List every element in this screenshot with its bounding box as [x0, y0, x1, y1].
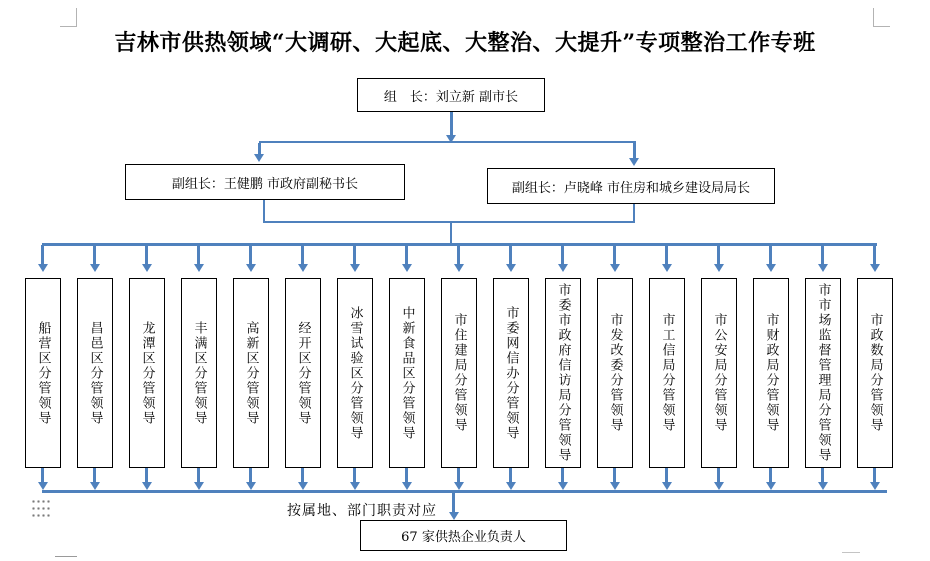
arrowhead-down-icon — [558, 482, 568, 490]
arrowhead-down-icon — [558, 264, 568, 272]
arrowhead-down-icon — [766, 482, 776, 490]
org-node-department: 丰满区分管领导 — [181, 278, 217, 468]
arrowhead-down-icon — [662, 482, 672, 490]
branch-stem — [873, 468, 876, 482]
org-node-department: 市市场监督管理局分管领导 — [805, 278, 841, 468]
branch-stem — [353, 468, 356, 482]
arrowhead-down-icon — [298, 264, 308, 272]
branch-stem — [821, 245, 824, 264]
connector-line — [633, 143, 636, 158]
org-node-department: 中新食品区分管领导 — [389, 278, 425, 468]
branch-stem — [197, 468, 200, 482]
connector-line — [263, 221, 635, 223]
arrowhead-down-icon — [506, 264, 516, 272]
org-node-department: 市工信局分管领导 — [649, 278, 685, 468]
org-node-department: 昌邑区分管领导 — [77, 278, 113, 468]
branch-stem — [613, 245, 616, 264]
arrowhead-down-icon — [298, 482, 308, 490]
branch-stem — [353, 245, 356, 264]
arrowhead-down-icon — [766, 264, 776, 272]
margin-mark-top-right — [873, 8, 874, 27]
connector-line — [450, 112, 453, 135]
branch-stem — [665, 468, 668, 482]
object-anchor-dots — [30, 497, 51, 517]
org-node-department: 高新区分管领导 — [233, 278, 269, 468]
org-node-department: 冰雪试验区分管领导 — [337, 278, 373, 468]
arrowhead-down-icon — [142, 482, 152, 490]
branch-stem — [301, 245, 304, 264]
branch-stem — [41, 468, 44, 482]
margin-mark-top-left — [76, 8, 77, 27]
arrowhead-down-icon — [506, 482, 516, 490]
arrowhead-down-icon — [610, 482, 620, 490]
arrowhead-down-icon — [818, 264, 828, 272]
org-node-department: 市发改委分管领导 — [597, 278, 633, 468]
org-node-department: 市政数局分管领导 — [857, 278, 893, 468]
org-node-enterprises: 67 家供热企业负责人 — [360, 520, 567, 551]
arrowhead-down-icon — [870, 264, 880, 272]
branch-stem — [457, 245, 460, 264]
arrowhead-down-icon — [38, 264, 48, 272]
arrowhead-down-icon — [90, 482, 100, 490]
org-node-department: 市公安局分管领导 — [701, 278, 737, 468]
branch-stem — [405, 245, 408, 264]
arrowhead-down-icon — [714, 482, 724, 490]
org-node-department: 船营区分管领导 — [25, 278, 61, 468]
branch-stem — [405, 468, 408, 482]
branch-stem — [145, 245, 148, 264]
branch-stem — [197, 245, 200, 264]
arrowhead-down-icon — [350, 482, 360, 490]
arrowhead-down-icon — [454, 482, 464, 490]
connector-line — [452, 493, 455, 512]
arrowhead-down-icon — [449, 512, 459, 520]
page-artifact — [842, 552, 860, 553]
connector-line — [263, 200, 265, 223]
branch-stem — [769, 468, 772, 482]
org-node-deputy-right: 副组长：卢晓峰 市住房和城乡建设局局长 — [487, 168, 775, 204]
branch-stem — [821, 468, 824, 482]
arrowhead-down-icon — [402, 482, 412, 490]
arrowhead-down-icon — [818, 482, 828, 490]
branch-stem — [249, 468, 252, 482]
arrowhead-down-icon — [194, 482, 204, 490]
branch-stem — [509, 468, 512, 482]
org-node-deputy-left: 副组长：王健鹏 市政府副秘书长 — [125, 164, 405, 200]
connector-line — [258, 143, 261, 154]
org-node-department: 市委市政府信访局分管领导 — [545, 278, 581, 468]
arrowhead-down-icon — [870, 482, 880, 490]
arrowhead-down-icon — [402, 264, 412, 272]
branch-stem — [145, 468, 148, 482]
page-artifact — [55, 556, 77, 557]
connector-line — [259, 141, 636, 143]
branch-stem — [561, 245, 564, 264]
org-node-department: 经开区分管领导 — [285, 278, 321, 468]
arrowhead-down-icon — [662, 264, 672, 272]
branch-stem — [873, 245, 876, 264]
arrowhead-down-icon — [246, 264, 256, 272]
branch-stem — [93, 468, 96, 482]
branch-stem — [41, 245, 44, 264]
page-title: 吉林市供热领域“大调研、大起底、大整治、大提升”专项整治工作专班 — [114, 30, 816, 56]
org-node-department: 龙潭区分管领导 — [129, 278, 165, 468]
branch-stem — [769, 245, 772, 264]
branch-stem — [301, 468, 304, 482]
arrowhead-down-icon — [90, 264, 100, 272]
branch-stem — [717, 245, 720, 264]
org-node-department: 市住建局分管领导 — [441, 278, 477, 468]
org-node-leader: 组 长：刘立新 副市长 — [357, 78, 545, 112]
arrowhead-down-icon — [350, 264, 360, 272]
arrowhead-down-icon — [246, 482, 256, 490]
org-node-department: 市委网信办分管领导 — [493, 278, 529, 468]
branch-stem — [93, 245, 96, 264]
arrowhead-down-icon — [629, 158, 639, 166]
branch-stem — [561, 468, 564, 482]
distribution-line-bottom — [42, 490, 887, 493]
branch-stem — [613, 468, 616, 482]
branch-stem — [665, 245, 668, 264]
arrowhead-down-icon — [714, 264, 724, 272]
arrowhead-down-icon — [454, 264, 464, 272]
arrowhead-down-icon — [254, 154, 264, 162]
connector-line — [450, 223, 452, 243]
arrowhead-down-icon — [610, 264, 620, 272]
branch-stem — [249, 245, 252, 264]
org-node-department: 市财政局分管领导 — [753, 278, 789, 468]
arrowhead-down-icon — [38, 482, 48, 490]
branch-stem — [717, 468, 720, 482]
branch-stem — [509, 245, 512, 264]
arrowhead-down-icon — [142, 264, 152, 272]
mapping-note: 按属地、部门职责对应 — [287, 503, 437, 519]
arrowhead-down-icon — [194, 264, 204, 272]
branch-stem — [457, 468, 460, 482]
